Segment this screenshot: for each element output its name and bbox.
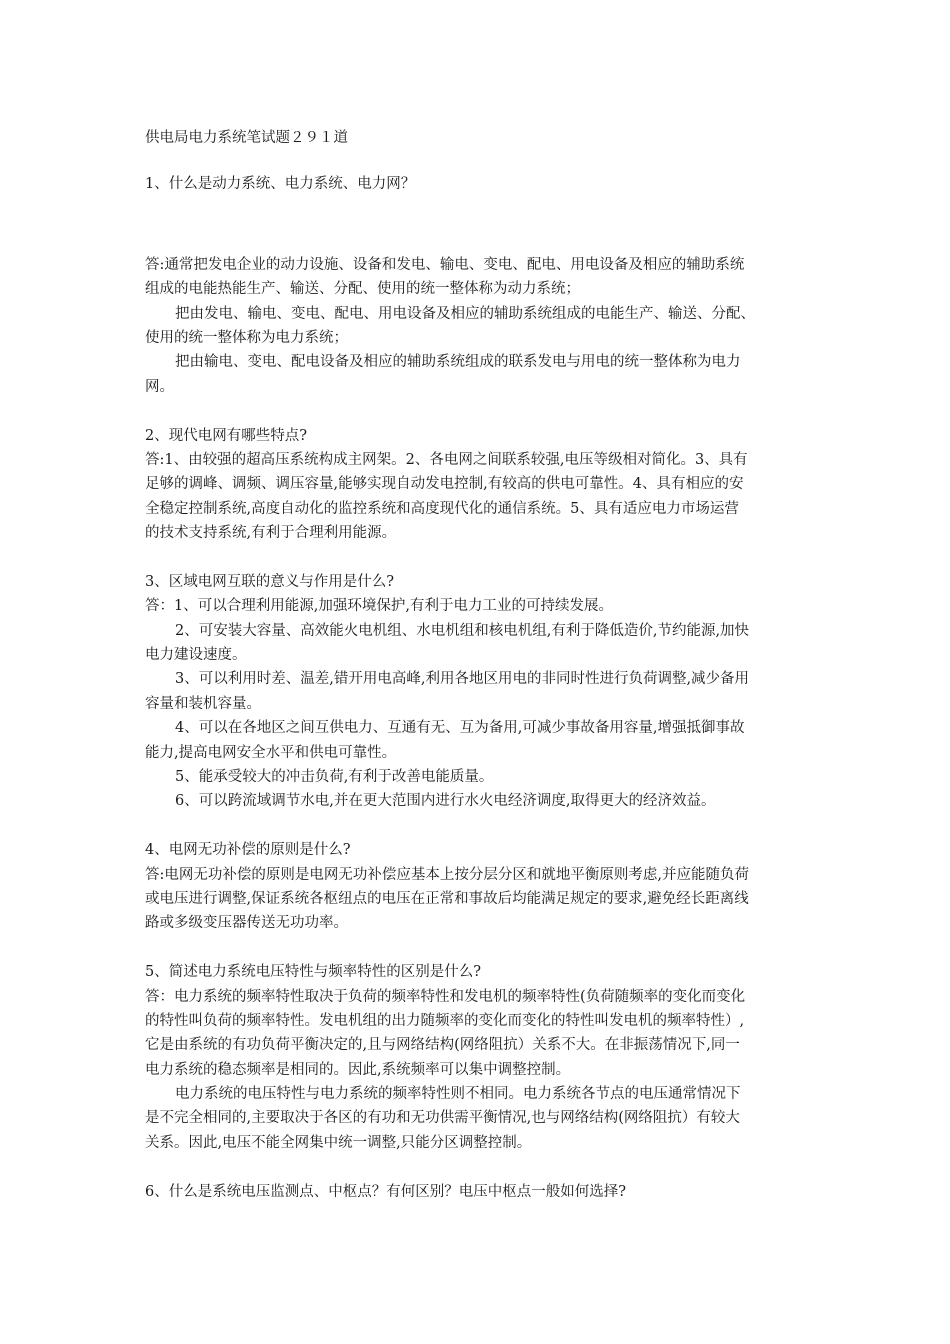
paragraph-gap [145, 936, 817, 960]
answer-2-line: 足够的调峰、调频、调压容量,能够实现自动发电控制,有较高的供电可靠性。4、具有相应的安 [145, 476, 744, 493]
answer-4-line: 路或多级变压器传送无功功率。 [145, 915, 348, 932]
question-3: 3、区域电网互联的意义与作用是什么? [145, 573, 394, 590]
answer-3-line: 3、可以利用时差、温差,错开用电高峰,利用各地区用电的非同时性进行负荷调整,减少备用 [175, 671, 750, 688]
answer-5-line: 关系。因此,电压不能全网集中统一调整,只能分区调整控制。 [145, 1134, 532, 1151]
answer-3-line: 答：1、可以合理利用能源,加强环境保护,有利于电力工业的可持续发展。 [145, 598, 613, 615]
paragraph-gap [145, 399, 817, 423]
answer-1-line: 把由输电、变电、配电设备及相应的辅助系统组成的联系发电与用电的统一整体称为电力 [175, 354, 741, 371]
answer-2-line: 答:1、由较强的超高压系统构成主网架。2、各电网之间联系较强,电压等级相对简化。3、具有 [145, 451, 748, 468]
question-5: 5、简述电力系统电压特性与频率特性的区别是什么? [145, 964, 481, 981]
paragraph-gap [145, 545, 817, 569]
answer-1-line: 组成的电能热能生产、输送、分配、使用的统一整体称为动力系统； [145, 281, 580, 298]
answer-3-line: 容量和装机容量。 [145, 695, 261, 712]
answer-3-line: 5、能承受较大的冲击负荷,有利于改善电能质量。 [175, 768, 494, 785]
answer-3-line: 能力,提高电网安全水平和供电可靠性。 [145, 744, 397, 761]
answer-5-line: 是不完全相同的,主要取决于各区的有功和无功供需平衡情况,也与网络结构(网络阻抗）有较大 [145, 1110, 740, 1127]
answer-5-line: 电力系统的电压特性与电力系统的频率特性则不相同。电力系统各节点的电压通常情况下 [175, 1086, 741, 1103]
answer-5-line: 它是由系统的有功负荷平衡决定的,且与网络结构(网络阻抗）关系不大。在非振荡情况下,同一 [145, 1037, 740, 1054]
answer-5-line: 的特性叫负荷的频率特性。发电机组的出力随频率的变化而变化的特性叫发电机的频率特性）, [145, 1012, 745, 1029]
question-2: 2、现代电网有哪些特点? [145, 427, 307, 444]
answer-5-line: 电力系统的稳态频率是相同的。因此,系统频率可以集中调整控制。 [145, 1061, 571, 1078]
answer-1-line: 使用的统一整体称为电力系统； [145, 329, 348, 346]
document-page [145, 126, 817, 1204]
answer-1-line: 网。 [145, 378, 174, 395]
answer-3-line: 电力建设速度。 [145, 647, 247, 664]
document-title: 供电局电力系统笔试题２９１道 [145, 130, 348, 146]
answer-4-line: 或电压进行调整,保证系统各枢纽点的电压在正常和事故后均能满足规定的要求,避免经长距离线 [145, 890, 749, 907]
paragraph-gap [145, 814, 817, 838]
answer-1-line: 把由发电、输电、变电、配电、用电设备及相应的辅助系统组成的电能生产、输送、分配、 [175, 305, 755, 322]
answer-3-line: 4、可以在各地区之间互供电力、互通有无、互为备用,可减少事故备用容量,增强抵御事故 [175, 720, 745, 737]
question-1: 1、什么是动力系统、电力系统、电力网？ [145, 176, 416, 193]
answer-2-line: 的技术支持系统,有利于合理利用能源。 [145, 525, 397, 542]
answer-5-line: 答：电力系统的频率特性取决于负荷的频率特性和发电机的频率特性(负荷随频率的变化而变化 [145, 988, 746, 1005]
answer-3-line: 2、可安装大容量、高效能火电机组、水电机组和核电机组,有利于降低造价,节约能源,加快 [175, 622, 750, 639]
question-4: 4、电网无功补偿的原则是什么? [145, 842, 351, 859]
answer-3-line: 6、可以跨流域调节水电,并在更大范围内进行水火电经济调度,取得更大的经济效益。 [175, 793, 716, 810]
answer-4-line: 答:电网无功补偿的原则是电网无功补偿应基本上按分层分区和就地平衡原则考虑,并应能随负荷 [145, 866, 749, 883]
question-6: 6、什么是系统电压监测点、中枢点？有何区别？电压中枢点一般如何选择? [145, 1183, 626, 1200]
paragraph-gap [145, 1155, 817, 1179]
answer-2-line: 全稳定控制系统,高度自动化的监控系统和高度现代化的通信系统。5、具有适应电力市场运营 [145, 500, 739, 517]
answer-1-line: 答:通常把发电企业的动力设施、设备和发电、输电、变电、配电、用电设备及相应的辅助系统 [145, 256, 745, 273]
